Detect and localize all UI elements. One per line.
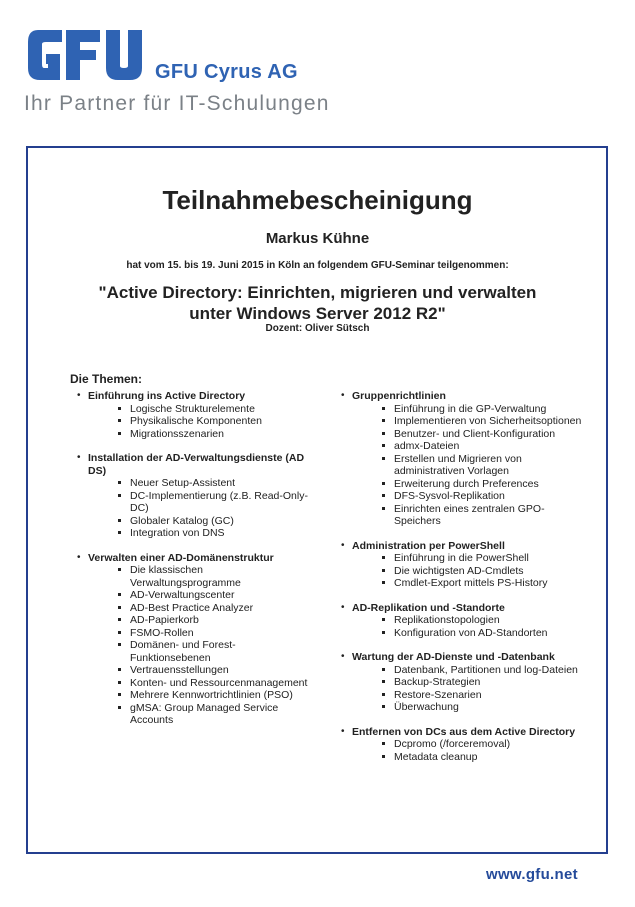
square-bullet-icon (118, 568, 121, 571)
bullet-icon: • (341, 390, 345, 401)
subtopic-label: Migrationsszenarien (130, 427, 224, 440)
square-bullet-icon (382, 668, 385, 671)
topic-item (76, 390, 316, 440)
square-bullet-icon (118, 419, 121, 422)
square-bullet-icon (382, 755, 385, 758)
subtopic-list (352, 552, 585, 590)
subtopic-label: Die klassischen Verwaltungsprogramme (130, 564, 241, 589)
subtopic-item (382, 614, 585, 627)
subtopic-item (382, 676, 585, 689)
subtopic-item (118, 614, 316, 627)
topic-title: Wartung der AD-Dienste und -Datenbank (352, 651, 555, 663)
subtopic-label: Einführung in die GP-Verwaltung (394, 402, 547, 415)
seminar-title (0, 282, 635, 324)
subtopic-list (352, 403, 585, 528)
subtopic-item (118, 664, 316, 677)
subtopic-label: DFS-Sysvol-Replikation (394, 490, 505, 502)
topic-item (340, 540, 585, 590)
subtopic-label: Logische Strukturelemente (130, 402, 255, 415)
square-bullet-icon (382, 432, 385, 435)
square-bullet-icon (118, 618, 121, 621)
subtopic-item (382, 751, 585, 764)
gfu-logo (26, 24, 148, 84)
subtopic-item (382, 738, 585, 751)
topic-title: Installation der AD-Verwaltungsdienste (AD DS) (88, 452, 305, 477)
topic-item (340, 651, 585, 714)
bullet-icon: • (341, 601, 345, 613)
subtopic-label: AD-Best Practice Analyzer (130, 601, 254, 614)
subtopic-item (118, 564, 316, 589)
subtopic-label: Dcpromo (/forceremoval) (394, 738, 511, 750)
square-bullet-icon (382, 457, 385, 460)
subtopic-label: Vertrauensstellungen (130, 664, 229, 676)
topic-item (76, 552, 316, 727)
square-bullet-icon (382, 444, 385, 447)
tagline: Ihr Partner für IT-Schulungen (24, 92, 330, 115)
topic-title: Einführung ins Active Directory (88, 390, 246, 402)
subtopic-item (118, 403, 316, 416)
topics-left-column (76, 390, 316, 739)
square-bullet-icon (382, 693, 385, 696)
subtopic-item (382, 415, 585, 428)
bullet-icon: • (341, 539, 345, 551)
lecturer: Dozent: Oliver Sütsch (265, 323, 370, 334)
square-bullet-icon (118, 706, 121, 709)
subtopic-item (382, 577, 585, 590)
subtopic-item (382, 701, 585, 714)
subtopic-item (118, 602, 316, 615)
square-bullet-icon (382, 482, 385, 485)
subtopic-label: Datenbank, Partitionen und log-Dateien (394, 663, 578, 676)
subtopic-item (382, 689, 585, 702)
subtopic-label: Restore-Szenarien (394, 688, 482, 701)
topic-list (340, 390, 585, 763)
subtopic-item (118, 527, 316, 540)
certificate-title: Teilnahmebescheinigung (162, 185, 473, 215)
square-bullet-icon (118, 531, 121, 534)
subtopic-label: Implementieren von Sicherheitsoptionen (394, 415, 582, 427)
bullet-icon: • (341, 725, 345, 737)
subtopic-label: Erstellen und Migrieren von administrativen Vorlagen (394, 452, 522, 477)
subtopic-list (352, 664, 585, 714)
square-bullet-icon (118, 681, 121, 684)
subtopic-label: Physikalische Komponenten (130, 415, 262, 427)
subtopic-label: Cmdlet-Export mittels PS-History (394, 577, 548, 589)
topic-item (340, 390, 585, 528)
topics-right-column (340, 390, 585, 775)
subtopic-item (118, 515, 316, 528)
themes-heading: Die Themen: (70, 372, 143, 386)
square-bullet-icon (382, 419, 385, 422)
square-bullet-icon (118, 407, 121, 410)
subtopic-label: DC-Implementierung (z.B. Read-Only-DC) (130, 489, 308, 514)
subtopic-item (382, 627, 585, 640)
seminar-title-line: unter Windows Server 2012 R2" (189, 304, 446, 323)
subtopic-label: Konfiguration von AD-Standorten (394, 626, 548, 639)
subtopic-label: AD-Verwaltungscenter (130, 589, 235, 601)
subtopic-item (382, 565, 585, 578)
square-bullet-icon (382, 507, 385, 510)
topic-item (76, 452, 316, 540)
bullet-icon: • (77, 452, 81, 463)
square-bullet-icon (118, 432, 121, 435)
subtopic-label: admx-Dateien (394, 440, 460, 452)
subtopic-list (352, 738, 585, 763)
square-bullet-icon (382, 556, 385, 559)
topic-list (76, 390, 316, 727)
subtopic-item (118, 428, 316, 441)
subtopic-label: Erweiterung durch Preferences (394, 477, 539, 490)
topic-item (340, 726, 585, 764)
subtopic-label: Backup-Strategien (394, 676, 481, 688)
square-bullet-icon (382, 618, 385, 621)
subtopic-item (382, 453, 585, 478)
subtopic-item (118, 589, 316, 602)
subtopic-item (118, 702, 316, 727)
square-bullet-icon (382, 494, 385, 497)
subtopic-item (382, 552, 585, 565)
subtopic-label: Integration von DNS (130, 527, 225, 539)
square-bullet-icon (118, 494, 121, 497)
subtopic-list (88, 477, 316, 540)
topic-title: AD-Replikation und -Standorte (352, 601, 505, 614)
subtopic-item (118, 677, 316, 690)
subtopic-label: Konten- und Ressourcenmanagement (130, 676, 308, 689)
square-bullet-icon (118, 668, 121, 671)
subtopic-item (118, 415, 316, 428)
subtopic-label: Domänen- und Forest-Funktionsebenen (130, 639, 236, 664)
square-bullet-icon (118, 593, 121, 596)
subtopic-label: FSMO-Rollen (130, 626, 194, 639)
seminar-title-line: "Active Directory: Einrichten, migrieren und verwalten (98, 283, 537, 302)
square-bullet-icon (382, 407, 385, 410)
subtopic-item (382, 503, 585, 528)
subtopic-item (382, 428, 585, 441)
subtopic-item (118, 627, 316, 640)
square-bullet-icon (118, 606, 121, 609)
bullet-icon: • (341, 651, 345, 662)
subtopic-label: Einrichten eines zentralen GPO-Speichers (394, 502, 545, 527)
subtopic-label: AD-Papierkorb (130, 614, 199, 626)
subtopic-item (382, 403, 585, 416)
subtopic-item (382, 664, 585, 677)
square-bullet-icon (118, 519, 121, 522)
square-bullet-icon (382, 569, 385, 572)
company-name: GFU Cyrus AG (155, 61, 298, 83)
bullet-icon: • (77, 551, 81, 563)
subtopic-label: Überwachung (394, 701, 459, 713)
square-bullet-icon (118, 643, 121, 646)
subtopic-item (382, 478, 585, 491)
subtopic-label: Globaler Katalog (GC) (130, 514, 234, 527)
subtopic-label: Benutzer- und Client-Konfiguration (394, 427, 556, 440)
topic-title: Gruppenrichtlinien (352, 390, 446, 402)
participant-name: Markus Kühne (265, 230, 370, 247)
square-bullet-icon (382, 581, 385, 584)
square-bullet-icon (382, 631, 385, 634)
subtopic-list (88, 403, 316, 441)
square-bullet-icon (382, 680, 385, 683)
square-bullet-icon (382, 742, 385, 745)
subtopic-item (118, 477, 316, 490)
square-bullet-icon (382, 705, 385, 708)
website-url[interactable]: www.gfu.net (486, 866, 578, 883)
subtopic-label: Die wichtigsten AD-Cmdlets (394, 564, 524, 577)
subtopic-item (382, 490, 585, 503)
subtopic-label: Replikationstopologien (394, 614, 500, 626)
bullet-icon: • (77, 390, 81, 401)
subtopic-label: Metadata cleanup (394, 750, 478, 763)
attendance-statement: hat vom 15. bis 19. Juni 2015 in Köln an folgendem GFU-Seminar teilgenommen: (126, 260, 509, 271)
topic-title: Administration per PowerShell (352, 539, 505, 552)
subtopic-label: Neuer Setup-Assistent (130, 477, 236, 489)
subtopic-item (382, 440, 585, 453)
subtopic-item (118, 689, 316, 702)
square-bullet-icon (118, 481, 121, 484)
subtopic-list (352, 614, 585, 639)
subtopic-label: Einführung in die PowerShell (394, 552, 529, 564)
subtopic-item (118, 639, 316, 664)
subtopic-list (88, 564, 316, 727)
subtopic-label: gMSA: Group Managed Service Accounts (130, 701, 279, 726)
topic-title: Verwalten einer AD-Domänenstruktur (88, 551, 274, 564)
square-bullet-icon (118, 631, 121, 634)
subtopic-label: Mehrere Kennwortrichtlinien (PSO) (130, 689, 293, 701)
subtopic-item (118, 490, 316, 515)
topic-title: Entfernen von DCs aus dem Active Directory (352, 725, 576, 738)
topic-item (340, 602, 585, 640)
square-bullet-icon (118, 693, 121, 696)
